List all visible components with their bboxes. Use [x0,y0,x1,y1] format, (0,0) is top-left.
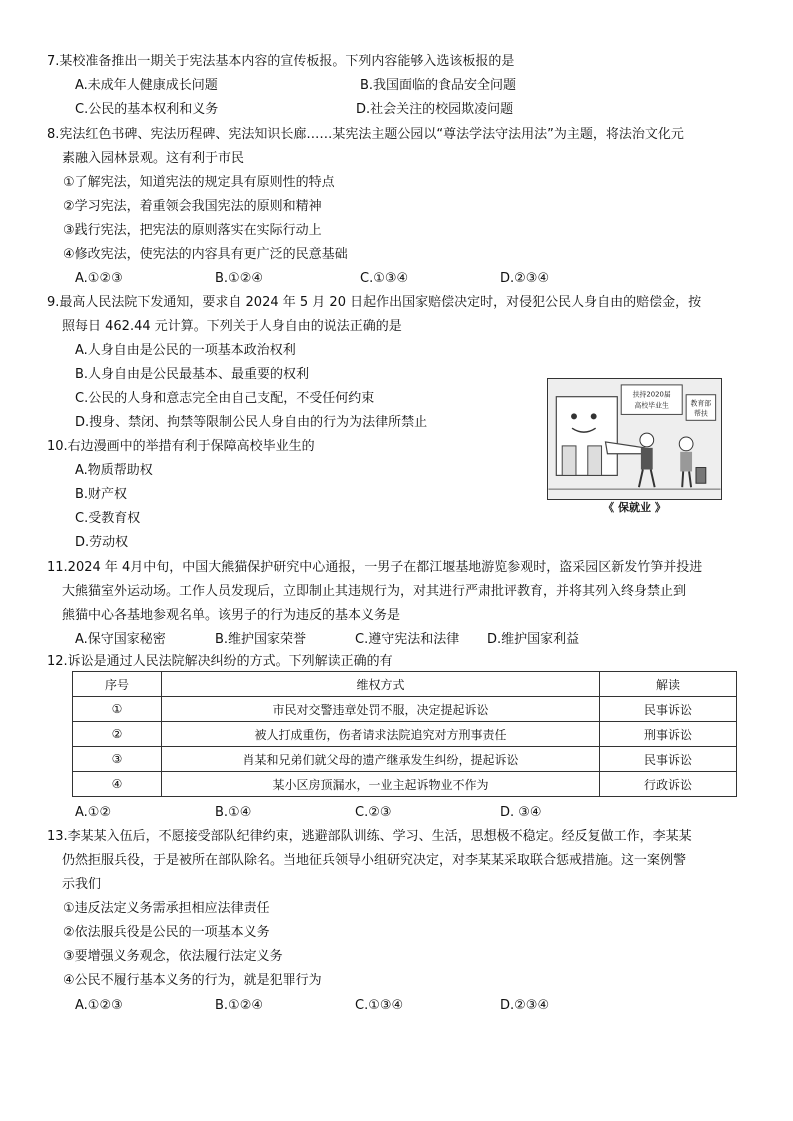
row-reading: 行政诉讼 [600,772,737,797]
row-method: 肖某和兄弟们就父母的遗产继承发生纠纷，提起诉讼 [162,747,600,772]
q12-option-b: B.①④ [215,805,252,820]
q9-option-c: C.公民的人身和意志完全由自己支配，不受任何约束 [75,391,375,406]
q7-option-a: A.未成年人健康成长问题 [75,78,218,93]
header-reading: 解读 [600,672,737,697]
q8-option-d: D.②③④ [500,271,550,286]
q7-option-b: B.我国面临的食品安全问题 [360,78,517,93]
q10-option-d: D.劳动权 [75,535,129,550]
q11-stem-line3: 熊猫中心各基地参观名单。该男子的行为违反的基本义务是 [62,608,401,623]
q9-stem-line1: 9.最高人民法院下发通知，要求自 2024 年 5 月 20 日起作出国家赔偿决定时，对侵犯公民人身自由的赔偿金，按 [47,295,702,310]
q8-item-4: ④修改宪法，使宪法的内容具有更广泛的民意基础 [63,247,348,262]
q13-stem-line3: 示我们 [62,877,102,892]
row-number: ① [73,697,162,722]
q9-stem-line2: 照每日 462.44 元计算。下列关于人身自由的说法正确的是 [62,319,402,334]
q8-stem-line2: 素融入园林景观。这有利于市民 [62,151,245,166]
cartoon-badge-line2: 帮扶 [694,409,708,418]
table-row [73,747,737,772]
q8-item-2: ②学习宪法，着重领会我国宪法的原则和精神 [63,199,322,214]
header-method: 维权方式 [162,672,600,697]
q8-item-3: ③践行宪法，把宪法的原则落实在实际行动上 [63,223,322,238]
q13-option-c: C.①③④ [355,998,404,1013]
q10-stem: 10.右边漫画中的举措有利于保障高校毕业生的 [47,439,315,454]
q11-option-a: A.保守国家秘密 [75,632,166,647]
q12-option-c: C.②③ [355,805,392,820]
row-reading: 民事诉讼 [600,747,737,772]
q13-stem-line1: 13.李某某入伍后，不愿接受部队纪律约束，逃避部队训练、学习、生活，思想极不稳定。经反复做工作，李某某 [47,829,692,844]
q7-option-c: C.公民的基本权利和义务 [75,102,219,117]
q11-option-d: D.维护国家利益 [487,632,580,647]
q13-option-d: D.②③④ [500,998,550,1013]
q13-option-b: B.①②④ [215,998,264,1013]
q11-option-b: B.维护国家荣誉 [215,632,307,647]
row-number: ③ [73,747,162,772]
q13-item-1: ①违反法定义务需承担相应法律责任 [63,901,270,916]
cartoon-board-line2: 高校毕业生 [634,401,669,410]
q8-item-1: ①了解宪法，知道宪法的规定具有原则性的特点 [63,175,335,190]
q10-option-a: A.物质帮助权 [75,463,153,478]
row-number: ② [73,722,162,747]
cartoon-caption: 《 保就业 》 [603,501,666,514]
q8-option-b: B.①②④ [215,271,264,286]
cartoon-board-line1: 扶持2020届 [632,390,671,399]
q13-option-a: A.①②③ [75,998,123,1013]
row-reading: 民事诉讼 [600,697,737,722]
row-method: 市民对交警违章处罚不服，决定提起诉讼 [162,697,600,722]
cartoon-badge-line1: 教育部 [690,399,712,408]
q9-option-a: A.人身自由是公民的一项基本政治权利 [75,343,296,358]
q12-options-row [0,803,793,823]
cartoon-illustration [548,379,721,499]
table-row [73,697,737,722]
q7-stem: 7.某校准备推出一期关于宪法基本内容的宣传板报。下列内容能够入选该板报的是 [47,54,515,69]
q11-stem-line2: 大熊猫室外运动场。工作人员发现后，立即制止其违规行为，对其进行严肃批评教育，并将其列入终身禁止到 [62,584,687,599]
row-number: ④ [73,772,162,797]
table-header-row [73,672,737,697]
q12-option-a: A.①② [75,805,112,820]
q13-item-3: ③要增强义务观念，依法履行法定义务 [63,949,283,964]
header-number: 序号 [73,672,162,697]
table-row [73,722,737,747]
q11-option-c: C.遵守宪法和法律 [355,632,460,647]
row-reading: 刑事诉讼 [600,722,737,747]
q10-option-b: B.财产权 [75,487,128,502]
q13-options-row [0,996,793,1016]
q8-option-c: C.①③④ [360,271,409,286]
rights-table [72,671,737,797]
q7-option-d: D.社会关注的校园欺凌问题 [356,102,514,117]
table-row [73,772,737,797]
q13-item-2: ②依法服兵役是公民的一项基本义务 [63,925,270,940]
q7-options-row2 [0,100,793,120]
row-method: 某小区房顶漏水，一业主起诉物业不作为 [162,772,600,797]
q10-option-c: C.受教育权 [75,511,141,526]
q9-option-d: D.搜身、禁闭、拘禁等限制公民人身自由的行为为法律所禁止 [75,415,428,430]
q11-stem-line1: 11.2024 年 4月中旬，中国大熊猫保护研究中心通报，一男子在都江堰基地游览参观时，盗采园区新发竹笋并投进 [47,560,703,575]
q8-options-row [0,269,793,289]
q12-stem: 12.诉讼是通过人民法院解决纠纷的方式。下列解读正确的有 [47,654,393,669]
row-method: 被人打成重伤，伤者请求法院追究对方刑事责任 [162,722,600,747]
q13-item-4: ④公民不履行基本义务的行为，就是犯罪行为 [63,973,322,988]
q8-stem-line1: 8.宪法红色书碑、宪法历程碑、宪法知识长廊……某宪法主题公园以“尊法学法守法用法”为主题，将法治文化元 [47,127,684,142]
q7-options-row1 [0,76,793,96]
q9-option-b: B.人身自由是公民最基本、最重要的权利 [75,367,310,382]
employment-cartoon [547,378,722,500]
q8-option-a: A.①②③ [75,271,123,286]
q12-option-d: D. ③④ [500,805,542,820]
q11-options-row [0,630,793,650]
q13-stem-line2: 仍然拒服兵役，于是被所在部队除名。当地征兵领导小组研究决定，对李某某采取联合惩戒措施。这一案例警 [62,853,687,868]
